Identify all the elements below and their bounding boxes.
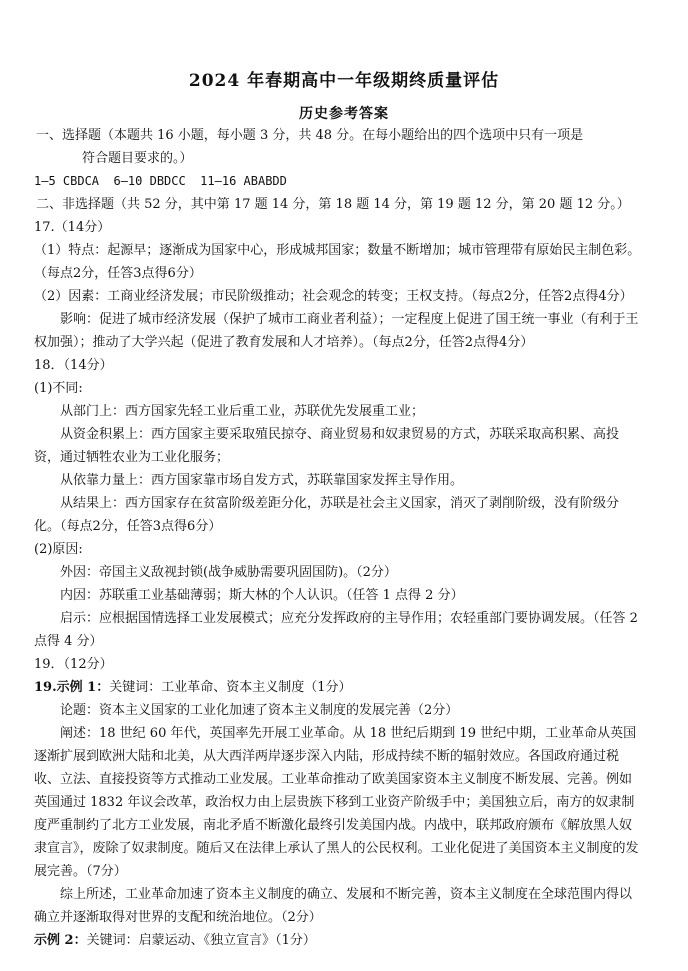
q17-part1: （1）特点：起源早；逐渐成为国家中心，形成城邦国家；数量不断增加；城市管理带有原始民主制色彩。（每点2分，任答3点得6分） — [34, 243, 641, 281]
q19-example1-label: 19.示例 1： — [34, 680, 110, 695]
section2-heading: 二、非选择题（共 52 分，其中第 17 题 14 分，第 18 题 14 分，第 19 题 12 分，第 20 题 12 分。） — [36, 197, 630, 212]
q19-elaboration: 阐述：18 世纪 60 年代，英国率先开展工业革命。从 18 世纪后期到 19 世纪中期，工业革命从英国逐渐扩展到欧洲大陆和北美，从大西洋两岸逐步深入内陆，形成持续不断的辐射效应。各国政府通过税收、立法、直接投资等方式推动工业发展。工业革命推动了欧美国家资本主义制度不断发展、完善。例如英国通过 1832 年议会改革，政治权力由上层贵族下移到工业资产阶级手中；美国独立后，南方的奴隶制度严重制约了北方工业发展，南北矛盾不断激化最终引发美国内战。内战中，联邦政府颁布《解放黑人奴隶宣言》，废除了奴隶制度。随后又在法律上承认了黑人的公民权利。工业化促进了美国资本主义制度的发展完善。（7分） — [34, 726, 639, 879]
q17-heading: 17.（14分） — [34, 220, 111, 235]
q18-result: 从结果上：西方国家存在贫富阶级差距分化，苏联是社会主义国家，消灭了剥削阶级，没有阶级分化。（每点2分，任答3点得6分） — [34, 496, 620, 534]
q19-conclusion: 综上所述，工业革命加速了资本主义制度的确立、发展和不断完善，资本主义制度在全球范围内得以确立并逐渐取得对世界的支配和统治地位。（2分） — [34, 887, 633, 925]
section1-heading: 一、选择题（本题共 16 小题，每小题 3 分，共 48 分。在每小题给出的四个选项中只有一项是 — [36, 128, 584, 143]
q18-insight: 启示：应根据国情选择工业发展模式；应充分发挥政府的主导作用；农轻重部门要协调发展。（任答 2 点得 4 分） — [34, 611, 638, 649]
q19-example2-label: 示例 2： — [34, 933, 87, 948]
q19-example2-keywords: 关键词：启蒙运动、《独立宣言》（1分） — [86, 933, 316, 948]
q19-heading: 19．（12分） — [34, 657, 113, 672]
q18-sub2: (2)原因: — [34, 542, 83, 557]
page-subtitle: 历史参考答案 — [299, 106, 389, 122]
q19-example1 — [34, 676, 642, 699]
q17-part2: （2）因素：工商业经济发展；市民阶级推动；社会观念的转变；王权支持。（每点2分，任答2点得4分） — [34, 289, 633, 304]
q19-example1-keywords: 关键词：工业革命、资本主义制度（1分） — [109, 680, 352, 695]
q18-force: 从依靠力量上：西方国家靠市场自发方式，苏联靠国家发挥主导作用。 — [60, 473, 464, 488]
q18-capital: 从资金积累上：西方国家主要采取殖民掠夺、商业贸易和奴隶贸易的方式，苏联采取高积累、高投资，通过牺牲农业为工业化服务； — [34, 427, 620, 465]
answer-content — [34, 124, 642, 952]
section1-heading-cont: 符合题目要求的。） — [82, 151, 193, 166]
q19-thesis: 论题：资本主义国家的工业化加速了资本主义制度的发展完善（2分） — [60, 703, 459, 718]
choice-answers: 1—5 CBDCA 6—10 DBDCC 11—16 ABABDD — [34, 174, 287, 188]
q18-heading: 18．（14分） — [34, 358, 113, 373]
q18-dept: 从部门上：西方国家先轻工业后重工业，苏联优先发展重工业； — [60, 404, 425, 419]
q18-internal: 内因：苏联重工业基础薄弱；斯大林的个人认识。（任答 1 点得 2 分） — [60, 588, 464, 603]
page-title: 2024 年春期高中一年级期终质量评估 — [188, 71, 500, 91]
q19-example2 — [34, 929, 642, 952]
q17-part3: 影响：促进了城市经济发展（保护了城市工商业者利益）；一定程度上促进了国王统一事业（有利于王权加强）；推动了大学兴起（促进了教育发展和人才培养）。（每点2分，任答2点得4分） — [34, 312, 639, 350]
q18-external: 外因：帝国主义敌视封锁(战争威胁需要巩固国防)。（2分） — [60, 565, 397, 580]
q18-sub1: (1)不同: — [34, 381, 83, 396]
